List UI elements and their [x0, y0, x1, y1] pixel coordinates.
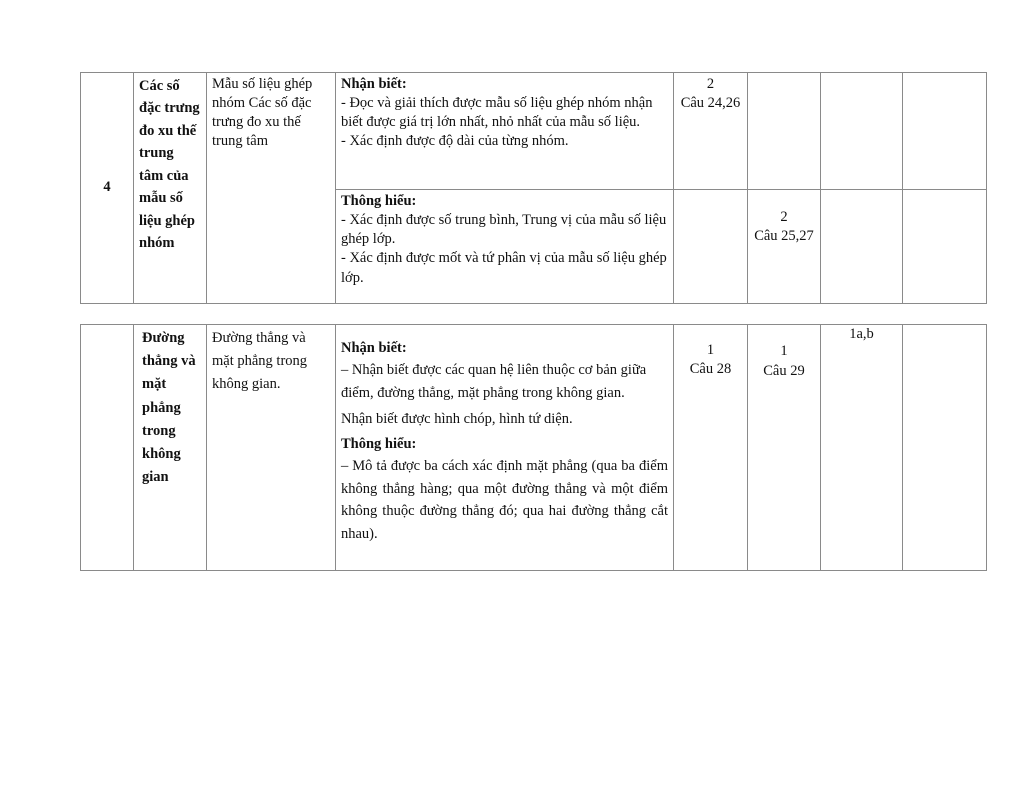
th-count-cell	[748, 325, 821, 571]
nb-count: 1	[706, 342, 715, 358]
th-count: 1	[780, 343, 788, 359]
vd-cell: 1a,b	[821, 325, 903, 571]
requirement-cell	[336, 73, 674, 190]
content-cell: Mẫu số liệu ghép nhóm Các số đặc trưng đo xu thế trung tâm	[207, 73, 336, 304]
requirement-line: - Xác định được độ dài của từng nhóm.	[341, 133, 569, 150]
row-index	[81, 325, 134, 571]
requirement-line: - Xác định được mốt và tứ phân vị của mẫu số liệu ghép lớp.	[341, 250, 667, 286]
nb-count-cell	[674, 325, 748, 571]
nb-count-cell	[674, 73, 748, 190]
requirement-line: Nhận biết được hình chóp, hình tứ diện.	[341, 411, 573, 428]
nb-questions: Câu 28	[689, 360, 732, 377]
topic-cell: Các số đặc trưng đo xu thế trung tâm của mẫu số liệu ghép nhóm	[134, 73, 207, 304]
nb-questions: Câu 24,26	[680, 95, 741, 112]
level-label: Nhận biết:	[341, 76, 407, 92]
row-index: 4	[81, 73, 134, 304]
requirement-line: - Xác định được số trung bình, Trung vị của mẫu số liệu ghép lớp.	[341, 212, 667, 248]
vd-cell	[821, 190, 903, 304]
th-count-cell	[748, 73, 821, 190]
vdc-cell	[903, 73, 987, 190]
table-row	[81, 325, 987, 571]
topic-cell: Đường thẳng và mặt phẳng trong không gian	[134, 325, 207, 571]
vdc-cell	[903, 190, 987, 304]
table-row	[81, 73, 987, 190]
th-count-cell	[748, 190, 821, 304]
th-questions: Câu 25,27	[754, 228, 814, 245]
nb-count: 2	[706, 76, 715, 92]
th-count: 2	[780, 209, 788, 225]
requirement-line: – Mô tả được ba cách xác định mặt phẳng (qua ba điểm không thẳng hàng; qua một đường thẳng và một điểm không thuộc đường thẳng đó; qua hai đường thẳng cắt nhau).	[341, 458, 668, 542]
requirement-line: – Nhận biết được các quan hệ liên thuộc cơ bản giữa điểm, đường thẳng, mặt phẳng trong không gian.	[341, 362, 647, 401]
requirement-cell	[336, 190, 674, 304]
matrix-table-topic-5	[80, 324, 987, 571]
th-questions: Câu 29	[763, 363, 805, 380]
level-label: Thông hiểu:	[341, 435, 417, 452]
requirement-cell	[336, 325, 674, 571]
matrix-table-topic-4	[80, 72, 987, 304]
content-cell: Đường thẳng và mặt phẳng trong không gian.	[207, 325, 336, 571]
level-label: Nhận biết:	[341, 340, 407, 356]
vd-cell	[821, 73, 903, 190]
vdc-cell	[903, 325, 987, 571]
requirement-line: - Đọc và giải thích được mẫu số liệu ghép nhóm nhận biết được giá trị lớn nhất, nhỏ nhất của mẫu số liệu.	[341, 95, 653, 131]
level-label: Thông hiểu:	[341, 193, 417, 209]
nb-count-cell	[674, 190, 748, 304]
